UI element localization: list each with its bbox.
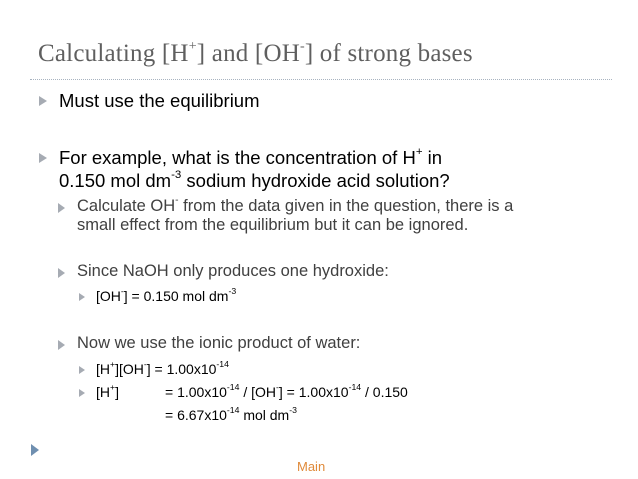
text: sodium hydroxide acid solution? xyxy=(181,170,450,191)
title-text-3: ] of strong bases xyxy=(304,40,473,67)
h-calculation xyxy=(165,384,408,400)
slide-title xyxy=(38,40,473,68)
sup: -14 xyxy=(216,359,229,370)
text: ] = 1.00x10 xyxy=(278,384,349,400)
bullet-example-line-1 xyxy=(59,147,442,169)
text: Now we use the ionic product of water: xyxy=(77,334,361,352)
sup: -14 xyxy=(226,405,240,416)
text: ][OH xyxy=(115,361,144,377)
sup: + xyxy=(110,382,116,393)
sup: + xyxy=(415,146,423,159)
sup: -14 xyxy=(226,382,240,393)
text: mol dm xyxy=(239,407,290,423)
text: from the data given in the question, there is a xyxy=(178,197,514,215)
sup: -14 xyxy=(348,382,362,393)
bullet-must-use-equilibrium xyxy=(59,90,260,112)
bullet-arrow-icon xyxy=(58,268,65,278)
text: = 6.67x10 xyxy=(165,407,227,423)
text: 0.150 mol dm xyxy=(59,170,172,191)
sup: - xyxy=(143,359,147,370)
text: small effect from the equilibrium but it can be ignored. xyxy=(77,216,469,234)
bullet-arrow-icon xyxy=(58,340,65,350)
text: / 0.150 xyxy=(361,384,408,400)
main-link[interactable]: Main xyxy=(297,459,326,474)
text: ] = 1.00x10 xyxy=(146,361,217,377)
sup: -3 xyxy=(228,286,237,297)
subsubbullet-kw-expression xyxy=(96,361,229,377)
subbullet-ionic-product xyxy=(77,334,360,353)
text: ] = 0.150 mol dm xyxy=(123,288,229,304)
sup: - xyxy=(120,286,124,297)
subbullet-since-naoh xyxy=(77,262,389,281)
text: in xyxy=(422,147,443,168)
subbullet-calculate-oh-line-1 xyxy=(77,194,514,216)
title-sup-1: + xyxy=(188,38,197,54)
text: [OH xyxy=(96,288,121,304)
title-sup-2: - xyxy=(299,38,305,54)
next-slide-arrow-icon[interactable] xyxy=(31,444,39,456)
sup: -3 xyxy=(171,169,182,182)
bullet-arrow-icon xyxy=(58,203,65,213)
bullet-arrow-icon xyxy=(79,366,85,374)
text: [H xyxy=(96,384,110,400)
text: For example, what is the concentration of H xyxy=(59,147,416,168)
bullet-example-line-2 xyxy=(59,170,450,192)
text: [H xyxy=(96,361,110,377)
title-text-2: ] and [OH xyxy=(196,40,300,67)
text: / [OH xyxy=(239,384,276,400)
sup: - xyxy=(175,194,179,206)
bullet-arrow-icon xyxy=(39,96,47,106)
subbullet-calculate-oh-line-2 xyxy=(77,216,468,235)
sup: -3 xyxy=(289,405,297,416)
text: Since NaOH only produces one hydroxide: xyxy=(77,262,389,280)
bullet-arrow-icon xyxy=(39,153,47,163)
h-result xyxy=(165,407,297,423)
title-divider xyxy=(30,79,612,80)
text: Calculate OH xyxy=(77,197,176,215)
text: = 1.00x10 xyxy=(165,384,227,400)
sup: + xyxy=(110,359,116,370)
bullet-text: Must use the equilibrium xyxy=(59,90,260,111)
title-text-1: Calculating [H xyxy=(38,40,189,67)
bullet-arrow-icon xyxy=(79,293,85,301)
subsubbullet-oh-concentration xyxy=(96,288,236,304)
text: ] xyxy=(115,384,119,400)
sup: - xyxy=(276,382,279,393)
bullet-arrow-icon xyxy=(79,389,85,397)
subsubbullet-h-label xyxy=(96,384,119,400)
